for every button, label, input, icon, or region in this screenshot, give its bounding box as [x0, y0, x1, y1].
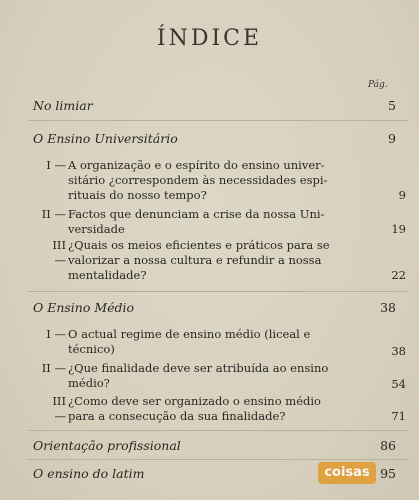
toc-subentry	[40, 394, 419, 426]
subentry-line: técnico)	[68, 342, 115, 356]
toc-subentry	[40, 207, 419, 239]
subentry-line: rituais do nosso tempo?	[68, 188, 207, 202]
toc-entry-label: No limiar	[33, 98, 93, 113]
subentry-number: II —	[41, 207, 66, 221]
toc-entry-label: Orientação profissional	[33, 438, 181, 453]
page-title: ÍNDICE	[156, 26, 263, 51]
toc-entry-label: O ensino do latim	[33, 466, 145, 481]
subentry-page: 19	[391, 222, 406, 236]
divider	[28, 459, 408, 460]
subentry-line: Factos que denunciam a crise da nossa Uni-	[68, 207, 325, 221]
subentry-number: I —	[46, 158, 66, 172]
toc-entry-ensino-universitario	[0, 131, 419, 149]
subentry-line: A organização e o espírito do ensino univer-	[68, 158, 325, 172]
toc-entry-page: 38	[380, 300, 396, 315]
subentry-line: ¿Como deve ser organizado o ensino médio	[68, 394, 321, 408]
toc-subentry	[40, 238, 419, 286]
subentry-text	[68, 158, 373, 203]
subentry-line: ¿Quais os meios eficientes e práticos para se	[68, 238, 330, 252]
subentry-page: 54	[391, 377, 406, 391]
subentry-page: 9	[398, 188, 406, 202]
watermark-logo: coisas	[318, 462, 376, 484]
toc-entry-orientacao-profissional	[0, 438, 419, 456]
toc-subentry	[40, 327, 419, 359]
subentry-number: III —	[52, 394, 66, 423]
subentry-line: versidade	[68, 222, 125, 236]
subentry-number: I —	[46, 327, 66, 341]
subentry-number: II —	[41, 361, 66, 375]
toc-entry-page: 9	[388, 131, 396, 146]
toc-entry-page: 5	[388, 98, 396, 113]
toc-entry-label: O Ensino Médio	[33, 300, 135, 315]
subentry-line: mentalidade?	[68, 268, 147, 282]
subentry-text	[68, 361, 373, 391]
subentry-page: 71	[391, 409, 406, 423]
toc-subentry	[40, 361, 419, 393]
subentry-line: valorizar a nossa cultura e refundir a nossa	[68, 253, 322, 267]
subentry-text	[68, 394, 373, 424]
toc-subentry	[40, 158, 419, 206]
toc-entry-page: 86	[380, 438, 396, 453]
toc-entry-page: 95	[380, 466, 396, 481]
subentry-text	[68, 238, 373, 283]
subentry-line: médio?	[68, 376, 110, 390]
divider	[28, 291, 408, 292]
toc-entry-no-limiar	[0, 98, 419, 116]
subentry-line: ¿Que finalidade deve ser atribuída ao ensino	[68, 361, 329, 375]
subentry-line: sitário ¿correspondem às necessidades espi-	[68, 173, 328, 187]
page-column-label: Pág.	[368, 80, 388, 90]
subentry-page: 22	[391, 268, 406, 282]
divider	[28, 120, 408, 121]
toc-entry-label: O Ensino Universitário	[33, 131, 178, 146]
subentry-number: III —	[52, 238, 66, 267]
subentry-line: para a consecução da sua finalidade?	[68, 409, 286, 423]
subentry-line: O actual regime de ensino médio (liceal e	[68, 327, 311, 341]
subentry-page: 38	[391, 344, 406, 358]
subentry-text	[68, 207, 373, 237]
divider	[28, 430, 408, 431]
subentry-text	[68, 327, 373, 357]
toc-entry-ensino-medio	[0, 300, 419, 318]
